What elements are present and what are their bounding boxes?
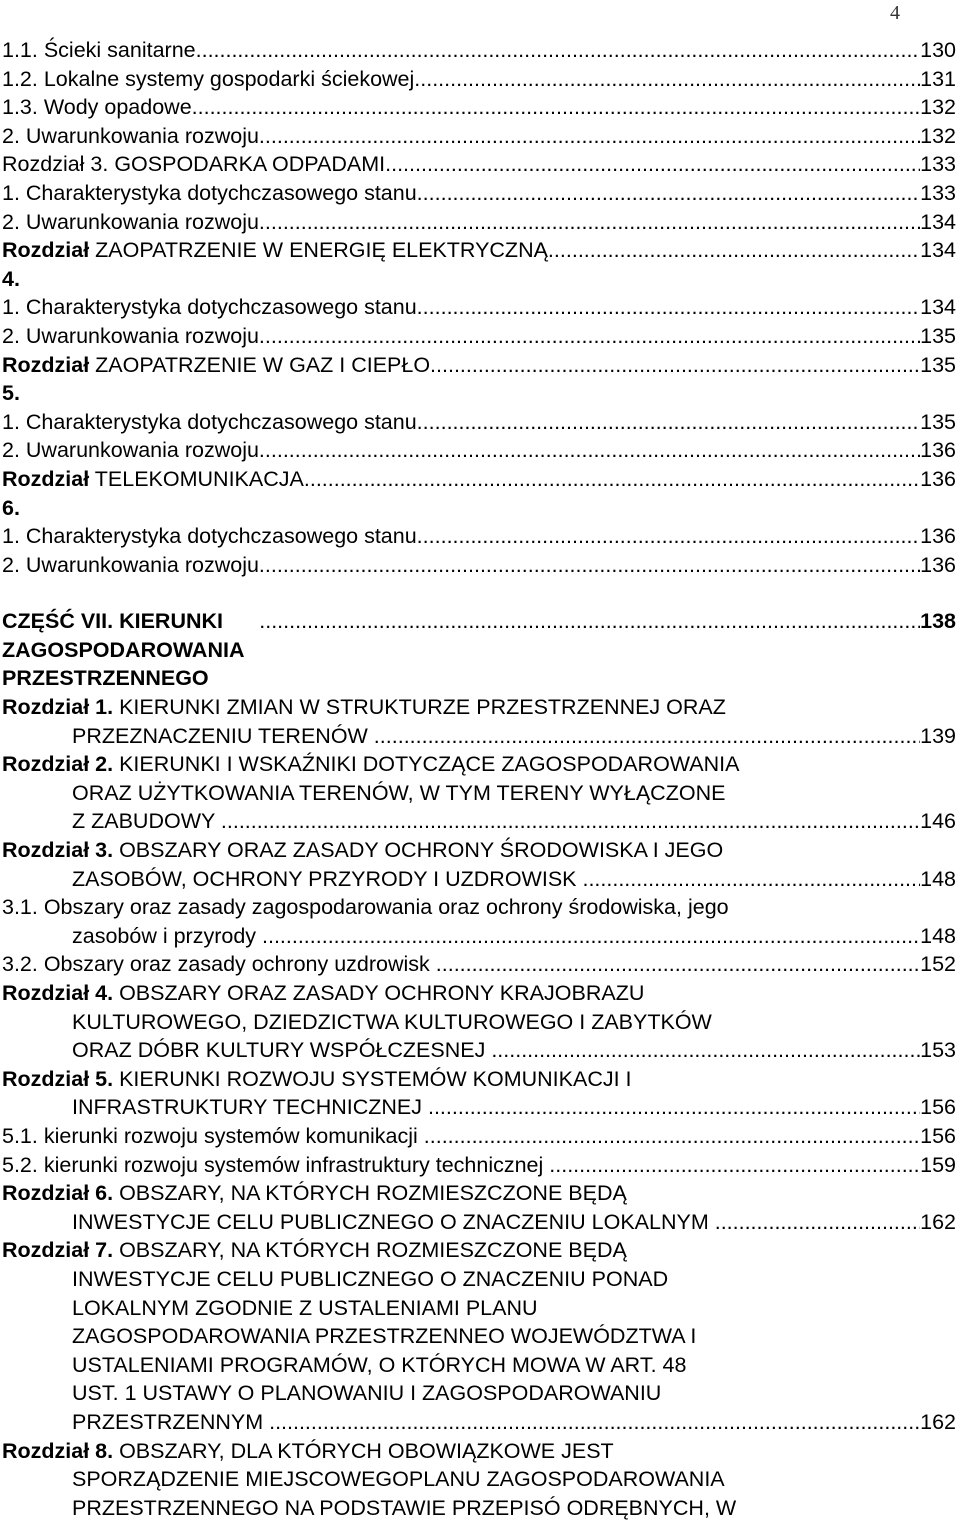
toc-entry-text: USTALENIAMI PROGRAMÓW, O KTÓRYCH MOWA W ART. 48 (72, 1351, 686, 1380)
toc-entry-text: ORAZ UŻYTKOWANIA TERENÓW, W TYM TERENY WYŁĄCZONE (72, 779, 725, 808)
toc-entry-text: zasobów i przyrody . (72, 922, 268, 951)
toc-entry-text: KIERUNKI I WSKAŹNIKI DOTYCZĄCE ZAGOSPODAROWANIA (113, 750, 739, 779)
toc-line (2, 922, 956, 951)
toc-entry-prefix: Rozdział 4. (2, 236, 89, 293)
dot-leader (198, 93, 921, 122)
toc-entry[interactable] (2, 36, 956, 65)
toc-entry[interactable] (2, 750, 956, 836)
page-number: 4 (890, 2, 900, 25)
dot-leader (430, 1122, 920, 1151)
toc-line (2, 65, 956, 94)
toc-entry-text: ZAOPATRZENIE W GAZ I CIEPŁO. (89, 351, 436, 380)
toc-line (2, 122, 956, 151)
toc-line (2, 1437, 956, 1466)
dot-leader (555, 1151, 920, 1180)
toc-page-number: 134 (920, 208, 956, 237)
dot-leader (423, 408, 920, 437)
toc-page-number: 146 (920, 807, 956, 836)
toc-entry[interactable] (2, 893, 956, 950)
toc-line (2, 179, 956, 208)
toc-entry-text: 1. Charakterystyka dotychczasowego stanu. (2, 408, 423, 437)
toc-line (2, 1494, 956, 1522)
toc-entry-prefix: Rozdział 6. (2, 1179, 113, 1208)
toc-page-number: 134 (920, 236, 956, 265)
toc-entry-text: INWESTYCJE CELU PUBLICZNEGO O ZNACZENIU LOKALNYM . (72, 1208, 721, 1237)
toc-entry[interactable] (2, 979, 956, 1065)
toc-entry[interactable] (2, 551, 956, 580)
toc-entry-text: PRZEZNACZENIU TERENÓW . (72, 722, 380, 751)
toc-entry-prefix: Rozdział 4. (2, 979, 113, 1008)
toc-entry-text: INFRASTRUKTURY TECHNICZNEJ (72, 1093, 428, 1122)
dot-leader (428, 1093, 920, 1122)
toc-page-number: 135 (920, 322, 956, 351)
toc-entry-text: 1. Charakterystyka dotychczasowego stanu. (2, 179, 423, 208)
toc-entry[interactable] (2, 351, 956, 408)
toc-entry-text: 5.2. kierunki rozwoju systemów infrastruktury technicznej . (2, 1151, 555, 1180)
toc-entry-text: KULTUROWEGO, DZIEDZICTWA KULTUROWEGO I ZABYTKÓW (72, 1008, 712, 1037)
toc-line (2, 836, 956, 865)
toc-entry-text: ZAOPATRZENIE W ENERGIĘ ELEKTRYCZNĄ. (89, 236, 554, 265)
toc-entry[interactable] (2, 150, 956, 179)
toc-entry-text: 2. Uwarunkowania rozwoju. (2, 436, 265, 465)
toc-entry[interactable] (2, 1151, 956, 1180)
toc-line (2, 722, 956, 751)
toc-entry-prefix: Rozdział 5. (2, 1065, 113, 1094)
toc-entry[interactable] (2, 322, 956, 351)
toc-line (2, 750, 956, 779)
toc-line (2, 1294, 956, 1323)
toc-entry[interactable] (2, 522, 956, 551)
dot-leader (380, 722, 920, 751)
dot-leader (420, 65, 920, 94)
toc-page-number: 136 (920, 465, 956, 494)
toc-entry-text: INWESTYCJE CELU PUBLICZNEGO O ZNACZENIU PONAD (72, 1265, 668, 1294)
toc-entry-text: UST. 1 USTAWY O PLANOWANIU I ZAGOSPODAROWANIU (72, 1379, 661, 1408)
toc-page-number: 135 (920, 408, 956, 437)
toc-entry[interactable] (2, 950, 956, 979)
toc-line (2, 150, 956, 179)
toc-line (2, 36, 956, 65)
toc-line (2, 93, 956, 122)
toc-entry-prefix: Rozdział 5. (2, 351, 89, 408)
toc-line (2, 807, 956, 836)
toc-entry-prefix: Rozdział 1. (2, 693, 113, 722)
toc-entry-text: ORAZ DÓBR KULTURY WSPÓŁCZESNEJ (72, 1036, 491, 1065)
toc-page-number: 139 (920, 722, 956, 751)
toc-page-number: 136 (920, 436, 956, 465)
dot-leader (391, 150, 920, 179)
toc-line (2, 1122, 956, 1151)
toc-entry[interactable] (2, 693, 956, 750)
toc-entry[interactable] (2, 1179, 956, 1236)
toc-line (2, 351, 956, 408)
toc-entry-prefix: CZĘŚĆ VII. KIERUNKI ZAGOSPODAROWANIA PRZESTRZENNEGO (2, 607, 259, 693)
toc-entry-text: 3.2. Obszary oraz zasady ochrony uzdrowisk (2, 950, 436, 979)
toc-entry[interactable] (2, 122, 956, 151)
dot-leader (423, 293, 920, 322)
toc-entry[interactable] (2, 436, 956, 465)
toc-page-number: 162 (920, 1408, 956, 1437)
dot-leader (436, 351, 920, 380)
toc-entry-text: 2. Uwarunkowania rozwoju. (2, 122, 265, 151)
dot-leader (423, 522, 920, 551)
toc-entry-text: KIERUNKI ZMIAN W STRUKTURZE PRZESTRZENNEJ ORAZ (113, 693, 726, 722)
dot-leader (265, 551, 920, 580)
toc-entry[interactable] (2, 236, 956, 293)
toc-entry-text: OBSZARY, DLA KTÓRYCH OBOWIĄZKOWE JEST (113, 1437, 614, 1466)
toc-line (2, 522, 956, 551)
toc-entry-prefix: Rozdział 6. (2, 465, 89, 522)
toc-line (2, 436, 956, 465)
toc-entry-text: 3.1. Obszary oraz zasady zagospodarowania oraz ochrony środowiska, jego (2, 893, 729, 922)
toc-page-number: 153 (920, 1036, 956, 1065)
toc-page-number: 133 (920, 150, 956, 179)
toc-page-number: 136 (920, 551, 956, 580)
toc-line (2, 779, 956, 808)
toc-line (2, 1265, 956, 1294)
toc-line (2, 865, 956, 894)
dot-leader (265, 322, 920, 351)
toc-entry-text: OBSZARY ORAZ ZASADY OCHRONY ŚRODOWISKA I JEGO (113, 836, 723, 865)
toc-entry-text: 1.1. Ścieki sanitarne. (2, 36, 202, 65)
toc-entry[interactable] (2, 836, 956, 893)
dot-leader (721, 1208, 920, 1237)
toc-entry[interactable] (2, 607, 956, 693)
dot-leader (227, 807, 920, 836)
toc-entry-text: SPORZĄDZENIE MIEJSCOWEGOPLANU ZAGOSPODAROWANIA (72, 1465, 725, 1494)
toc-page-number: 132 (920, 122, 956, 151)
dot-leader (268, 922, 920, 951)
toc-line (2, 551, 956, 580)
toc-entry[interactable] (2, 208, 956, 237)
toc-entry-text: OBSZARY ORAZ ZASADY OCHRONY KRAJOBRAZU (113, 979, 644, 1008)
toc-page-number: 134 (920, 293, 956, 322)
toc-entry-prefix: Rozdział 2. (2, 750, 113, 779)
toc-entry-text: 1.2. Lokalne systemy gospodarki ściekowej. (2, 65, 420, 94)
toc-line (2, 1465, 956, 1494)
toc-line (2, 893, 956, 922)
toc-entry-prefix: Rozdział 8. (2, 1437, 113, 1466)
toc-entry-text: ZASOBÓW, OCHRONY PRZYRODY I UZDROWISK . (72, 865, 588, 894)
dot-leader (269, 1408, 920, 1437)
toc-page-number: 131 (920, 65, 956, 94)
toc-page-number: 162 (920, 1208, 956, 1237)
toc-line (2, 1408, 956, 1437)
toc-line (2, 1379, 956, 1408)
toc-entry[interactable] (2, 65, 956, 94)
toc-page-number: 152 (920, 950, 956, 979)
toc-line (2, 1008, 956, 1037)
toc-entry-text: TELEKOMUNIKACJA. (89, 465, 310, 494)
toc-entry[interactable] (2, 1437, 956, 1522)
toc-entry-text: ZAGOSPODAROWANIA PRZESTRZENNEO WOJEWÓDZTWA I (72, 1322, 696, 1351)
dot-leader (436, 950, 920, 979)
toc-entry-prefix: Rozdział 3. (2, 836, 113, 865)
toc-entry[interactable] (2, 1065, 956, 1122)
toc-page-number: 156 (920, 1093, 956, 1122)
toc-entry[interactable] (2, 179, 956, 208)
toc-entry-text: OBSZARY, NA KTÓRYCH ROZMIESZCZONE BĘDĄ (113, 1179, 627, 1208)
toc-line (2, 465, 956, 522)
toc-entry[interactable] (2, 408, 956, 437)
toc-page-number: 130 (920, 36, 956, 65)
toc-entry-text: OBSZARY, NA KTÓRYCH ROZMIESZCZONE BĘDĄ (113, 1236, 627, 1265)
toc-line (2, 208, 956, 237)
table-of-contents (2, 36, 956, 1522)
toc-entry[interactable] (2, 465, 956, 522)
toc-page-number: 148 (920, 922, 956, 951)
dot-leader (423, 179, 920, 208)
toc-line (2, 293, 956, 322)
toc-line (2, 693, 956, 722)
toc-line (2, 950, 956, 979)
toc-line (2, 1208, 956, 1237)
dot-leader (265, 122, 920, 151)
toc-entry-text: 2. Uwarunkowania rozwoju. (2, 208, 265, 237)
dot-leader (554, 236, 920, 265)
toc-page-number: 132 (920, 93, 956, 122)
toc-entry-text: 5.1. kierunki rozwoju systemów komunikacji . (2, 1122, 430, 1151)
toc-page-number: 136 (920, 522, 956, 551)
dot-leader (265, 436, 920, 465)
toc-entry-text: PRZESTRZENNYM (72, 1408, 269, 1437)
toc-line (2, 607, 956, 693)
toc-entry-text: LOKALNYM ZGODNIE Z USTALENIAMI PLANU (72, 1294, 538, 1323)
toc-entry-text: PRZESTRZENNEGO NA PODSTAWIE PRZEPISÓ ODRĘBNYCH, W (72, 1494, 736, 1522)
dot-leader (310, 465, 920, 494)
toc-entry[interactable] (2, 1122, 956, 1151)
toc-entry-text: 1. Charakterystyka dotychczasowego stanu. (2, 522, 423, 551)
toc-entry[interactable] (2, 93, 956, 122)
toc-page-number: 138 (920, 607, 956, 636)
toc-page-number: 156 (920, 1122, 956, 1151)
dot-leader (588, 865, 920, 894)
dot-leader (202, 36, 921, 65)
dot-leader (259, 607, 920, 636)
toc-line (2, 979, 956, 1008)
toc-entry-text: 1.3. Wody opadowe. (2, 93, 198, 122)
toc-line (2, 1322, 956, 1351)
toc-page-number: 133 (920, 179, 956, 208)
toc-page-number: 159 (920, 1151, 956, 1180)
toc-line (2, 1179, 956, 1208)
toc-entry[interactable] (2, 1236, 956, 1436)
toc-entry-text: Rozdział 3. GOSPODARKA ODPADAMI. (2, 150, 391, 179)
toc-page-number: 148 (920, 865, 956, 894)
toc-page-number: 135 (920, 351, 956, 380)
dot-leader (265, 208, 920, 237)
toc-line (2, 322, 956, 351)
toc-line (2, 408, 956, 437)
toc-line (2, 236, 956, 293)
toc-entry-prefix: Rozdział 7. (2, 1236, 113, 1265)
toc-line (2, 1065, 956, 1094)
toc-line (2, 1151, 956, 1180)
toc-entry-text: 2. Uwarunkowania rozwoju. (2, 551, 265, 580)
toc-entry-text: 1. Charakterystyka dotychczasowego stanu. (2, 293, 423, 322)
toc-line (2, 1236, 956, 1265)
toc-line (2, 1093, 956, 1122)
toc-entry-text: KIERUNKI ROZWOJU SYSTEMÓW KOMUNIKACJI I (113, 1065, 631, 1094)
toc-line (2, 1036, 956, 1065)
toc-entry[interactable] (2, 293, 956, 322)
toc-entry-text: Z ZABUDOWY . (72, 807, 227, 836)
toc-line (2, 1351, 956, 1380)
toc-spacer (2, 579, 956, 607)
dot-leader (491, 1036, 920, 1065)
toc-entry-text: 2. Uwarunkowania rozwoju. (2, 322, 265, 351)
